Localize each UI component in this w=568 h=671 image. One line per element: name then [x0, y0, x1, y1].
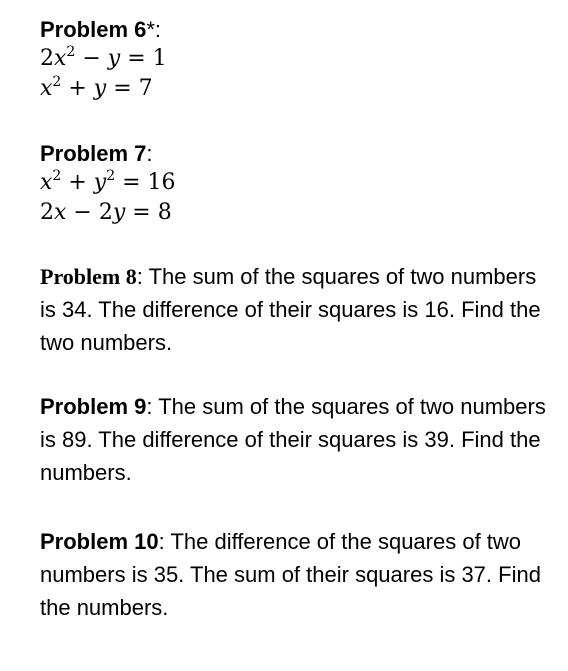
problem-6 [40, 16, 167, 104]
problem-10-suffix: : [158, 529, 165, 554]
problem-8 [40, 260, 550, 359]
problem-7-heading [40, 140, 176, 168]
problem-10-title: Problem 10 [40, 529, 159, 554]
problem-9-title: Problem 9 [40, 394, 147, 419]
problem-8-title: Problem 8 [40, 264, 137, 289]
problem-10-body: The difference of the squares of two numbers is 35. The sum of their squares is 37. Find the numbers. [40, 529, 541, 620]
problem-6-equation-1: $2x^2 - y = 1$ [40, 44, 167, 71]
problem-7-suffix: : [146, 141, 153, 166]
problem-8-body: The sum of the squares of two numbers is 34. The difference of their squares is 16. Find the two numbers. [40, 264, 541, 355]
problem-7-title: Problem 7 [40, 141, 147, 166]
problem-8-text [40, 260, 550, 359]
problem-10-text [40, 525, 550, 624]
problem-6-title: Problem 6 [40, 17, 147, 42]
problem-6-equation-2: $x^2 + y = 7$ [40, 74, 153, 101]
problem-9-body: The sum of the squares of two numbers is 89. The difference of their squares is 39. Find the numbers. [40, 394, 546, 485]
problem-9-text [40, 390, 550, 489]
problem-9-suffix: : [146, 394, 153, 419]
problem-8-suffix: : [136, 264, 143, 289]
problem-9 [40, 390, 550, 489]
problem-7-equation-1: $x^2 + y^2 = 16$ [40, 168, 176, 195]
problem-6-suffix: *: [146, 17, 162, 42]
problem-6-heading [40, 16, 167, 44]
problem-7-equation-2: 2x − 2y = 8 [40, 200, 172, 225]
problem-10 [40, 525, 550, 624]
problem-7 [40, 140, 176, 228]
